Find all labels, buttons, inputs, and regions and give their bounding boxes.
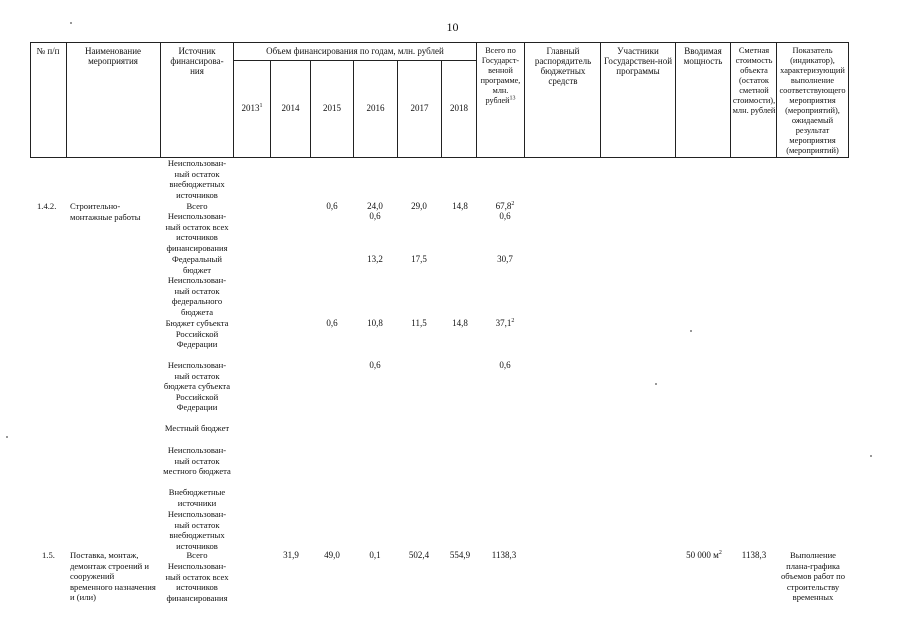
value-total: 30,7 [497, 254, 513, 264]
col-sep-manager [524, 42, 525, 158]
source-unused-all: Неиспользован-ный остаток всех источников финансирования [165, 211, 229, 253]
scan-speck [6, 436, 8, 438]
value-2015: 0,6 [326, 201, 338, 211]
header-year-2016: 2016 [366, 103, 385, 113]
value-2016: 13,2 [367, 254, 383, 264]
source-federal-budget: Федеральный бюджет [171, 254, 223, 275]
header-year-2014: 2014 [281, 103, 300, 113]
col-sep-2013 [233, 42, 234, 158]
header-manager: Главный распорядитель бюджетных средств [534, 46, 592, 86]
indicator-text: Выполнение плана-графика объемов работ по строительству временных [780, 550, 846, 603]
value-2016: 0,1 [369, 550, 381, 560]
header-name: Наименование мероприятия [84, 46, 142, 66]
value-total: 37,1$^2$ [495, 318, 515, 328]
scan-speck [655, 383, 657, 385]
row-1-4-2-number: 1.4.2. [37, 201, 57, 211]
header-capacity: Вводимая мощность [683, 46, 723, 66]
header-num: № п/п [36, 46, 60, 56]
page-number: 10 [446, 20, 459, 34]
row-1-4-2-name: Строительно-монтажные работы [70, 201, 141, 222]
value-2018: 14,8 [452, 318, 468, 328]
value-2015: 49,0 [324, 550, 340, 560]
header-total: Всего по Государст-венной программе, млн. рублей$^{13}$ [480, 46, 521, 105]
source-unused-offbudget: Неиспользован-ный остаток внебюджетных источников [167, 509, 227, 551]
value-2016: 0,6 [369, 360, 381, 370]
header-indicator: Показатель (индикатор), характеризующий выполнение соответствующего мероприятия (мероприятий), ожидаемый результат мероприятия (мероприятий) [779, 46, 846, 155]
value-2016: 0,6 [369, 211, 381, 221]
value-2017: 17,5 [411, 254, 427, 264]
header-cost: Сметная стоимость объекта (остаток сметной стоимости), млн. рублей [732, 46, 776, 115]
row-1-5-number: 1.5. [42, 550, 55, 560]
value-2015: 0,6 [326, 318, 338, 328]
value-2016: 10,8 [367, 318, 383, 328]
value-2018: 554,9 [449, 550, 471, 560]
value-total: 67,8$^2$ [495, 201, 515, 211]
value-2018: 14,8 [452, 201, 468, 211]
value-total: 0,6 [499, 360, 511, 370]
value-total: 0,6 [499, 211, 511, 221]
source-unused-offbudget-top: Неиспользован-ный остаток внебюджетных источников [167, 158, 227, 200]
col-sep-capacity [675, 42, 676, 158]
value-estimated-cost: 1138,3 [741, 550, 767, 560]
source-offbudget: Внебюджетные источники [168, 487, 226, 508]
source-unused-regional: Неиспользован-ный остаток бюджета субъекта Российской Федерации [163, 360, 231, 413]
table-right-border [848, 42, 849, 158]
value-capacity: 50 000 $м^2$ [686, 550, 722, 560]
row-1-5-name: Поставка, монтаж, демонтаж строений и сооружений временного назначения и (или) [70, 550, 156, 603]
col-sep-participants [600, 42, 601, 158]
source-unused-local: Неиспользован-ный остаток местного бюджета [163, 445, 231, 477]
header-year-2017: 2017 [410, 103, 429, 113]
header-year-2013: 2013$^1$ [241, 103, 263, 113]
header-bottom-border [30, 157, 848, 158]
header-source: Источник финансирова-ния [170, 46, 224, 76]
col-sep-name [66, 42, 67, 158]
value-2017: 11,5 [411, 318, 427, 328]
value-total: 1138,3 [491, 550, 517, 560]
value-2017: 29,0 [411, 201, 427, 211]
table-top-border [30, 42, 848, 43]
scan-speck [690, 330, 692, 332]
table-left-border [30, 42, 31, 158]
header-year-2018: 2018 [450, 103, 468, 113]
source-local-budget: Местный бюджет [164, 423, 230, 433]
col-sep-source [160, 42, 161, 158]
source-unused-federal: Неиспользован-ный остаток федерального бюджета [167, 275, 227, 317]
value-2017: 502,4 [408, 550, 430, 560]
source-total: Всего [186, 550, 208, 560]
source-total: Всего [186, 201, 208, 211]
value-2014: 31,9 [283, 550, 299, 560]
value-2016: 24,0 [367, 201, 383, 211]
header-participants: Участники Государствен-ной программы [603, 46, 673, 76]
source-regional-budget: Бюджет субъекта Российской Федерации [165, 318, 229, 350]
header-year-2015: 2015 [323, 103, 341, 113]
scan-speck [870, 455, 872, 457]
header-funding: Объем финансирования по годам, млн. рублей [266, 46, 444, 56]
scan-speck [70, 22, 72, 24]
source-unused-all: Неиспользован-ный остаток всех источников финансирования [165, 561, 229, 603]
